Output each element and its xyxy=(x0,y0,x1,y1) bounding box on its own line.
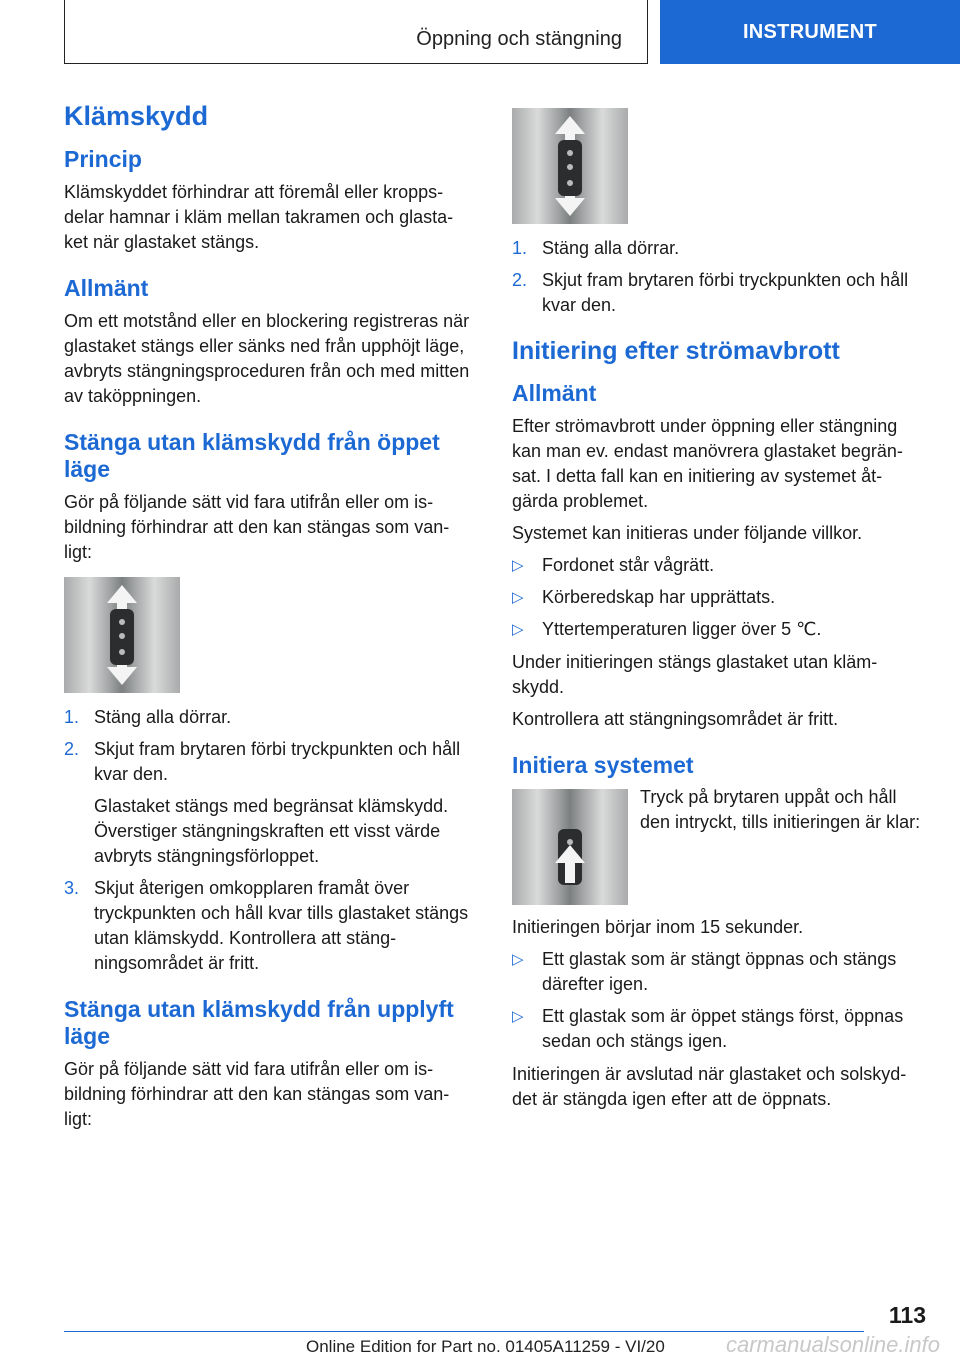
list-item: ▷ Ett glastak som är stängt öppnas och stängs därefter igen. xyxy=(512,949,897,995)
list-item: ▷ Fordonet står vågrätt. xyxy=(512,554,715,575)
switch-image xyxy=(512,789,628,905)
init-check-text: Kontrollera att stängningsområdet är fritt. xyxy=(512,708,839,729)
right-column xyxy=(512,100,926,1119)
list-item: 1. Stäng alla dörrar. xyxy=(512,238,680,258)
open-section-heading: Stänga utan klämskydd från öppet läge xyxy=(64,428,440,483)
roof-switch-icon xyxy=(558,140,582,196)
princip-heading: Princip xyxy=(64,146,142,173)
list-item: 1. Stäng alla dörrar. xyxy=(64,706,232,727)
raised-section-heading: Stänga utan klämskydd från upplyft läge xyxy=(64,995,454,1050)
roof-switch-icon xyxy=(110,609,134,665)
open-section-intro: Gör på följande sätt vid fara utifrån eller om is-bildning förhindrar att den kan stängas som van-ligt: xyxy=(64,491,450,562)
page-number: 113 xyxy=(888,1302,926,1328)
arrow-up-icon xyxy=(555,116,585,134)
arrow-up-icon xyxy=(555,845,585,863)
arrow-up-icon xyxy=(107,585,137,603)
init-start-text: Initieringen börjar inom 15 sekunder. xyxy=(512,917,804,938)
init-end-text: Initieringen är avslutad när glastaket och solskyd-det är stängda igen efter att de öppnats. xyxy=(512,1064,907,1110)
init-result-list xyxy=(512,947,926,1054)
initiera-figure-row xyxy=(512,785,926,905)
footer-edition: Online Edition for Part no. 01405A11259 - VI/20 xyxy=(306,1337,665,1356)
list-item: 3. Skjut återigen omkopplaren framåt över tryckpunkten och håll kvar tills glastaket stängs utan klämskydd. Kontrollera att stäng-ningsområdet är fritt. xyxy=(64,877,469,973)
princip-text: Klämskyddet förhindrar att föremål eller kropps-delar hamnar i kläm mellan takramen och glasta-ket när glastaket stängs. xyxy=(64,181,454,252)
allmant-heading: Allmänt xyxy=(64,274,149,301)
list-item: 2. Skjut fram brytaren förbi tryckpunkten och håll kvar den. xyxy=(512,270,909,315)
arrow-down-icon xyxy=(555,198,585,216)
list-item: ▷ Körberedskap har upprättats. xyxy=(512,586,776,607)
page-title: Klämskydd xyxy=(64,101,209,131)
raised-steps-list xyxy=(512,236,926,318)
switch-image xyxy=(512,108,628,224)
header-section-title: Öppning och stängning xyxy=(416,28,622,50)
list-item: ▷ Ett glastak som är öppet stängs först, öppnas sedan och stängs igen. xyxy=(512,1006,904,1052)
conditions-intro: Systemet kan initieras under följande villkor. xyxy=(512,522,863,543)
init-during-text: Under initieringen stängs glastaket utan kläm-skydd. xyxy=(512,651,878,697)
left-column xyxy=(64,100,474,1139)
list-item: ▷ Yttertemperaturen ligger över 5 ℃. xyxy=(512,618,822,639)
init-allmant-text: Efter strömavbrott under öppning eller stängning kan man ev. endast manövrera glastaket begrän-sat. I detta fall kan en initiering av systemet åt-gärda problemet. xyxy=(512,415,903,511)
open-steps-list xyxy=(64,705,474,976)
raised-section-intro: Gör på följande sätt vid fara utifrån eller om is-bildning förhindrar att den kan stängas som van-ligt: xyxy=(64,1058,450,1129)
list-item: 2. Skjut fram brytaren förbi tryckpunkten och håll kvar den. Glastaket stängs med begränsat klämskydd. Överstiger stängningskraften ett visst värde avbryts stängningsförloppet. xyxy=(64,738,461,866)
conditions-list xyxy=(512,553,926,642)
initiera-heading: Initiera systemet xyxy=(512,751,694,778)
switch-image xyxy=(64,577,180,693)
watermark: carmanualsonline.info xyxy=(725,1332,940,1357)
init-title: Initiering efter strömavbrott xyxy=(512,337,840,365)
init-allmant-heading: Allmänt xyxy=(512,380,597,406)
initiera-instruction: Tryck på brytaren uppåt och håll den intryckt, tills initieringen är klar: xyxy=(640,787,921,833)
header-chapter-tab[interactable]: INSTRUMENT xyxy=(660,0,960,64)
allmant-text: Om ett motstånd eller en blockering registreras när glastaket stängs eller sänks ned från upphöjt läge, avbryts stängningsproceduren från och med mitten av taköppningen. xyxy=(64,310,470,406)
arrow-down-icon xyxy=(107,667,137,685)
